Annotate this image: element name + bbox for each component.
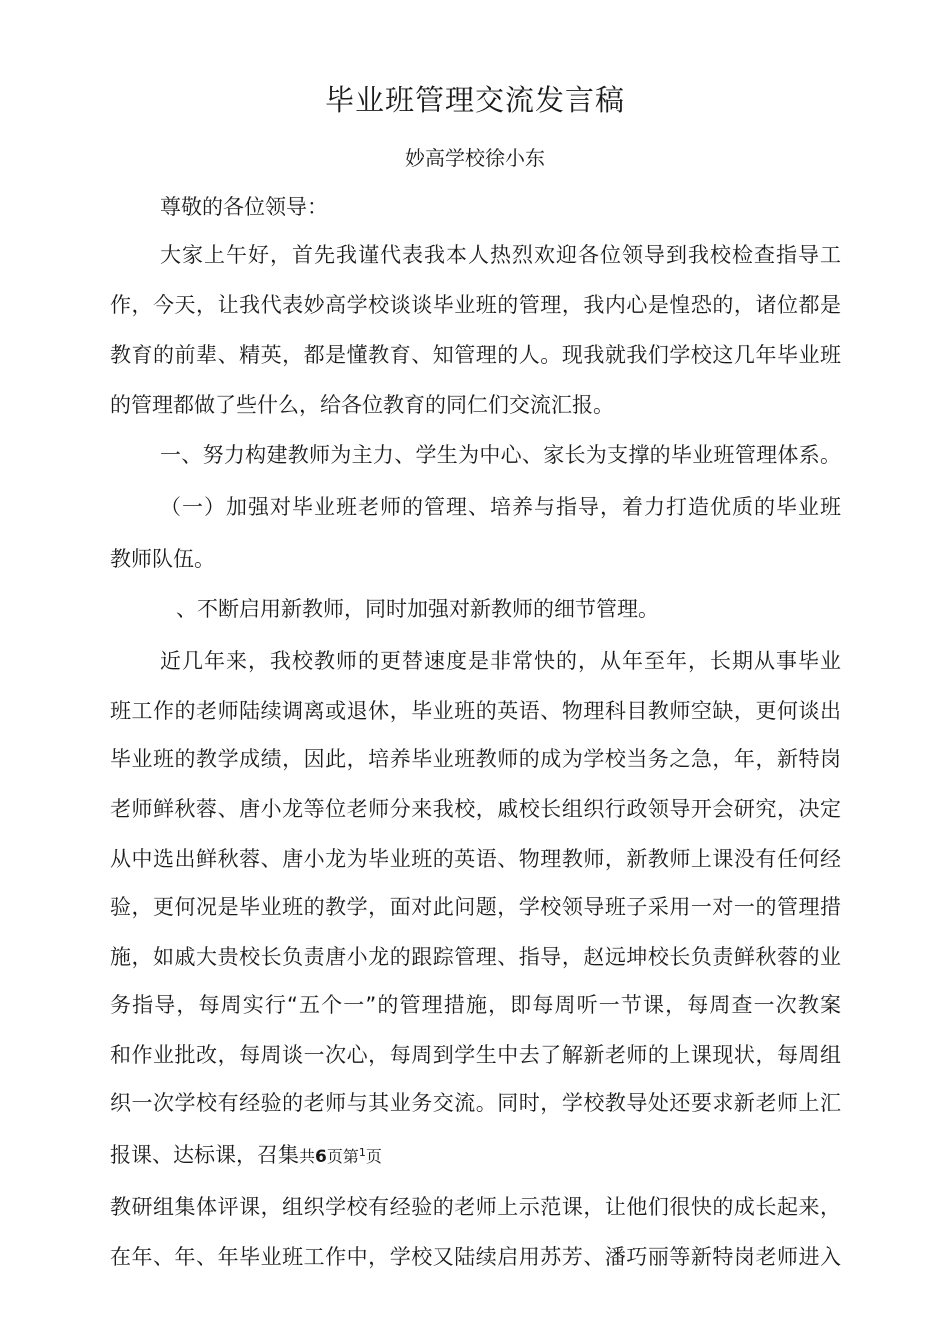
paragraph-line: 老师鲜秋蓉、唐小龙等位老师分来我校，戚校长组织行政领导开会研究，决定 — [110, 797, 841, 821]
paragraph-line: 近几年来，我校教师的更替速度是非常快的，从年至年，长期从事毕业 — [160, 649, 841, 673]
footer-prefix: 共 — [299, 1147, 316, 1166]
paragraph-line: 大家上午好，首先我谨代表我本人热烈欢迎各位领导到我校检查指导工 — [160, 243, 841, 267]
paragraph-line: 验，更何况是毕业班的教学，面对此问题，学校领导班子采用一对一的管理措 — [110, 895, 841, 919]
footer-suffix: 页 — [365, 1147, 382, 1166]
paragraph-line: 作，今天，让我代表妙高学校谈谈毕业班的管理，我内心是惶恐的，诸位都是 — [110, 293, 841, 317]
paragraph-line: 教育的前辈、精英，都是懂教育、知管理的人。现我就我们学校这几年毕业班 — [110, 343, 841, 367]
paragraph-line: 施，如戚大贵校长负责唐小龙的跟踪管理、指导，赵远坤校长负责鲜秋蓉的业 — [110, 945, 841, 969]
section-heading: 一、努力构建教师为主力、学生为中心、家长为支撑的毕业班管理体系。 — [160, 443, 841, 467]
paragraph-line: 毕业班的教学成绩，因此，培养毕业班教师的成为学校当务之急，年，新特岗 — [110, 747, 841, 771]
footer-middle: 页第 — [326, 1147, 359, 1166]
paragraph-line-with-footer — [110, 1136, 841, 1174]
paragraph-line: 班工作的老师陆续调离或退休，毕业班的英语、物理科目教师空缺，更何谈出 — [110, 699, 841, 723]
subsection-heading: （一）加强对毕业班老师的管理、培养与指导，着力打造优质的毕业班 — [160, 495, 841, 519]
paragraph-line: 务指导，每周实行“五个一”的管理措施，即每周听一节课，每周查一次教案 — [110, 993, 841, 1017]
salutation: 尊敬的各位领导： — [160, 195, 328, 219]
page-number-footer — [299, 1147, 382, 1166]
paragraph-line: 和作业批改，每周谈一次心，每周到学生中去了解新老师的上课现状，每周组 — [110, 1043, 841, 1067]
document-title: 毕业班管理交流发言稿 — [324, 83, 625, 117]
subsection-heading-continued: 教师队伍。 — [110, 547, 215, 571]
footer-total-pages: 6 — [315, 1147, 327, 1167]
paragraph-line: 的管理都做了些什么，给各位教育的同仁们交流汇报。 — [110, 393, 614, 417]
paragraph-line: 在年、年、年毕业班工作中，学校又陆续启用苏芳、潘巧丽等新特岗老师进入 — [110, 1245, 841, 1269]
paragraph-line: 从中选出鲜秋蓉、唐小龙为毕业班的英语、物理教师，新教师上课没有任何经 — [110, 847, 841, 871]
footer-current-page: 1 — [358, 1146, 366, 1159]
paragraph-text: 报课、达标课，召集 — [110, 1143, 299, 1167]
paragraph-line: 织一次学校有经验的老师与其业务交流。同时，学校教导处还要求新老师上汇 — [110, 1091, 841, 1115]
paragraph-line: 教研组集体评课，组织学校有经验的老师上示范课，让他们很快的成长起来， — [110, 1195, 841, 1219]
document-author: 妙高学校徐小东 — [405, 146, 545, 170]
item-heading: 、不断启用新教师，同时加强对新教师的细节管理。 — [176, 597, 659, 621]
